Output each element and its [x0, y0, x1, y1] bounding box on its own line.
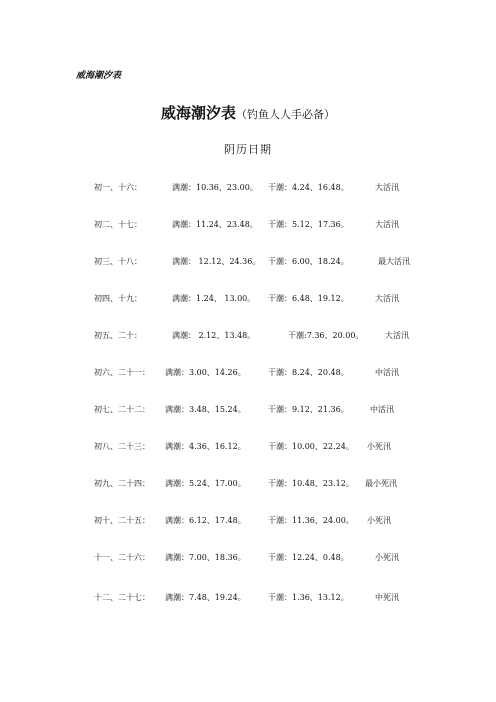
lunar-date: 初三、十八： — [94, 257, 142, 266]
tide-level: 小死汛 — [367, 516, 391, 525]
low-tide-times: 干潮：10.48、23.12。 — [268, 479, 354, 488]
title-main: 威海潮汐表 — [160, 104, 236, 122]
high-tide-times: 满潮：5.24、17.00。 — [165, 479, 246, 488]
table-row — [0, 256, 496, 270]
section-heading: 阴历日期 — [224, 143, 272, 156]
low-tide-times: 干潮：4.24、16.48。 — [268, 183, 349, 192]
high-tide-times: 满潮：7.48、19.24。 — [165, 593, 246, 602]
high-tide-times: 满潮：4.36、16.12。 — [165, 442, 246, 451]
table-row — [0, 592, 496, 606]
tide-level: 小死汛 — [375, 553, 399, 562]
low-tide-times: 干潮：6.00、18.24。 — [268, 257, 349, 266]
high-tide-times: 满潮：3.48、15.24。 — [165, 405, 246, 414]
table-row — [0, 515, 496, 529]
table-row — [0, 478, 496, 492]
lunar-date: 初九、二十四： — [94, 479, 150, 488]
low-tide-times: 干潮：11.36、24.00。 — [268, 516, 354, 525]
high-tide-times: 满潮：1.24、 13.00。 — [172, 294, 256, 303]
tide-level: 大活汛 — [375, 183, 399, 192]
low-tide-times: 干潮：1.36、13.12。 — [268, 593, 349, 602]
table-row — [0, 219, 496, 233]
tide-level: 最大活汛 — [378, 257, 410, 266]
table-row — [0, 293, 496, 307]
low-tide-times: 干潮：10.00、22.24。 — [268, 442, 354, 451]
header-label: 威海潮汐表 — [76, 71, 122, 81]
table-row — [0, 404, 496, 418]
low-tide-times: 干潮：8.24、20.48。 — [268, 368, 349, 377]
tide-level: 大活汛 — [375, 220, 399, 229]
low-tide-times: 干潮：9.12、21.36。 — [268, 405, 349, 414]
table-row — [0, 182, 496, 196]
lunar-date: 十二、二十七： — [94, 593, 150, 602]
table-row — [0, 330, 496, 344]
tide-level: 中活汛 — [375, 368, 399, 377]
lunar-date: 初二、十七： — [94, 220, 142, 229]
lunar-date: 初一、十六： — [94, 183, 142, 192]
title-subtitle: （钓鱼人人手必备） — [236, 108, 335, 121]
high-tide-times: 满潮：10.36、23.00。 — [172, 183, 258, 192]
lunar-date: 十一、二十六： — [94, 553, 150, 562]
table-row — [0, 367, 496, 381]
high-tide-times: 满潮：11.24、23.48。 — [172, 220, 258, 229]
tide-level: 最小死汛 — [365, 479, 397, 488]
high-tide-times: 满潮：3.00、14.26。 — [165, 368, 246, 377]
high-tide-times: 满潮：7.00、18.36。 — [165, 553, 246, 562]
high-tide-times: 满潮：6.12、17.48。 — [165, 516, 246, 525]
lunar-date: 初八、二十三： — [94, 442, 150, 451]
lunar-date: 初七、二十二： — [94, 405, 150, 414]
table-row — [0, 441, 496, 455]
lunar-date: 初四、十九： — [94, 294, 142, 303]
high-tide-times: 满潮： 12.12、24.36。 — [172, 257, 261, 266]
lunar-date: 初十、二十五： — [94, 516, 150, 525]
tide-level: 小死汛 — [367, 442, 391, 451]
low-tide-times: 干潮：12.24、0.48。 — [268, 553, 349, 562]
tide-level: 大活汛 — [385, 331, 409, 340]
low-tide-times: 干潮：6.48、19.12。 — [268, 294, 349, 303]
tide-level: 大活汛 — [375, 294, 399, 303]
tide-level: 中死汛 — [375, 593, 399, 602]
low-tide-times: 干潮：5.12、17.36。 — [268, 220, 349, 229]
lunar-date: 初五、二十： — [94, 331, 142, 340]
tide-level: 中活汛 — [370, 405, 394, 414]
low-tide-times: 干潮:7.36、20.00。 — [288, 331, 364, 340]
high-tide-times: 满潮： 2.12、13.48。 — [172, 331, 256, 340]
table-row — [0, 552, 496, 566]
lunar-date: 初六、二十一： — [94, 368, 150, 377]
